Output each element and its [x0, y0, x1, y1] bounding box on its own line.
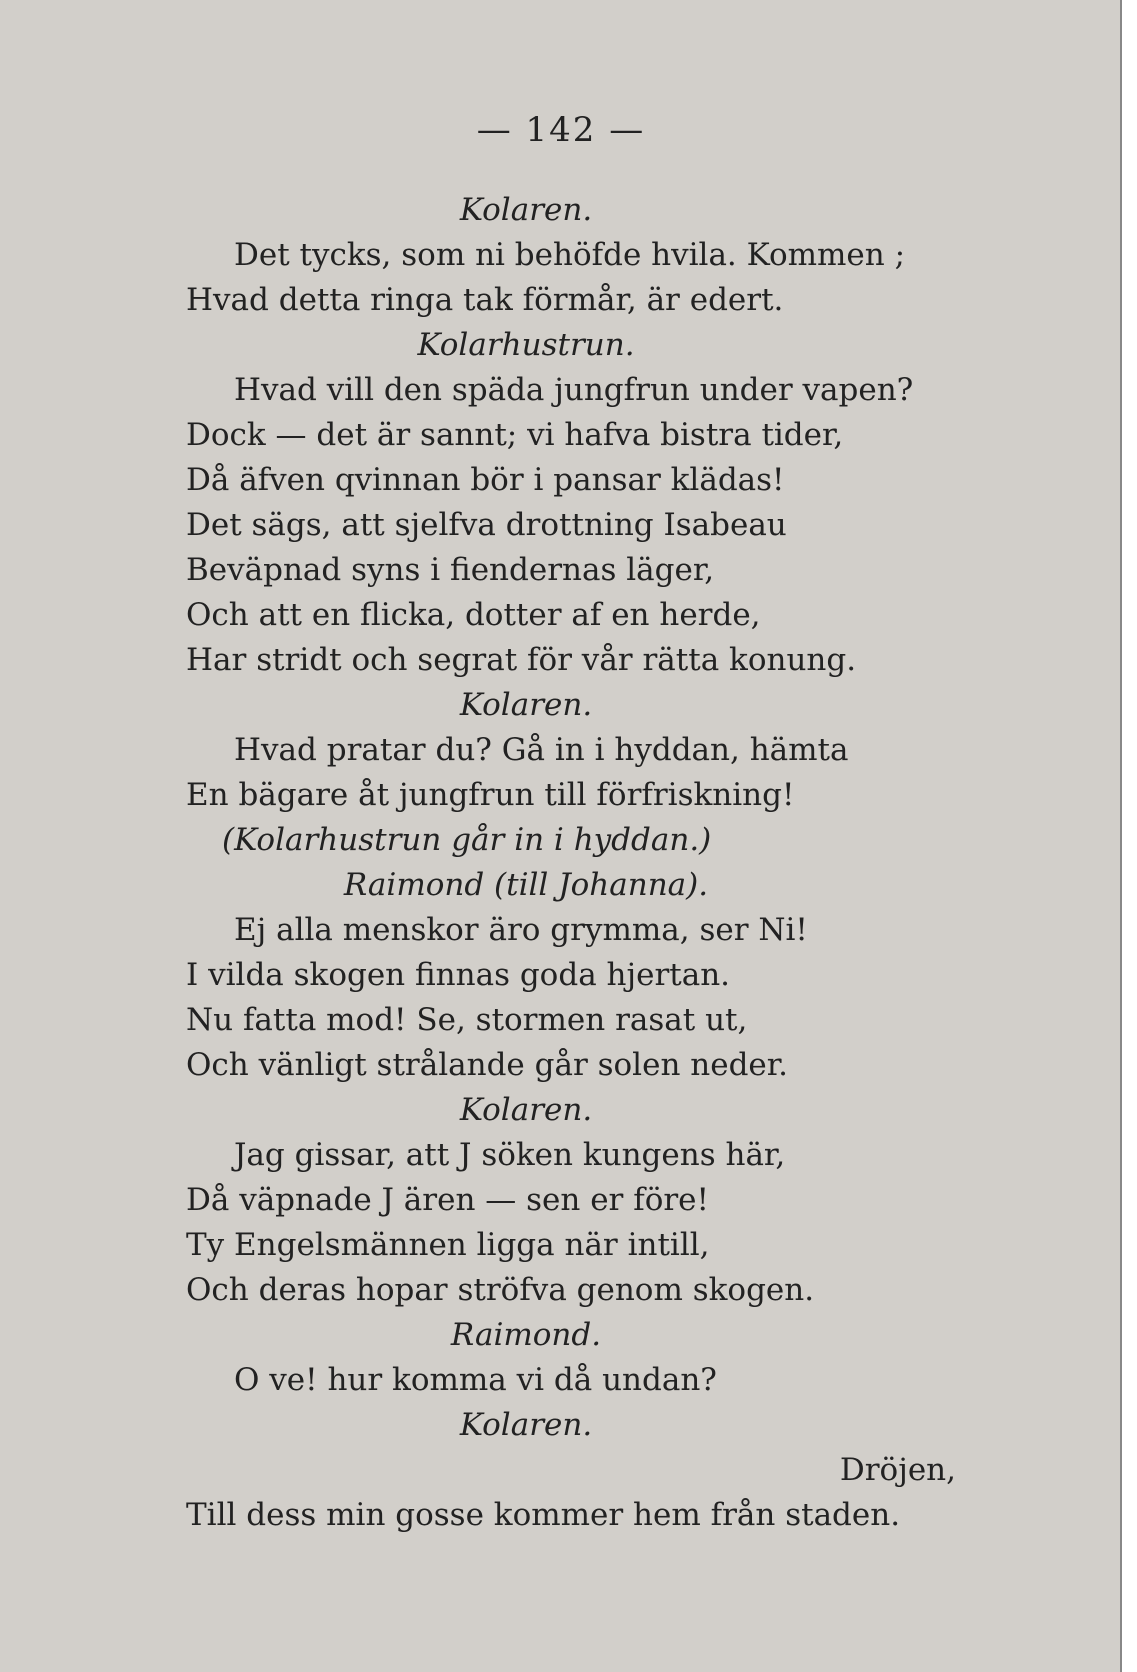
verse-line: Till dess min gosse kommer hem från staden. — [186, 1497, 901, 1533]
verse-line: Ej alla menskor äro grymma, ser Ni! — [234, 912, 808, 948]
verse-line: Då väpnade J ären — sen er före! — [186, 1182, 709, 1218]
play-text — [186, 188, 986, 1538]
verse-line: Dock — det är sannt; vi hafva bistra tider, — [186, 417, 844, 453]
verse-line: Ty Engelsmännen ligga när intill, — [186, 1227, 710, 1263]
speaker-line: Kolarhustrun. — [417, 327, 635, 363]
verse-line: Hvad pratar du? Gå in i hyddan, hämta — [234, 732, 849, 768]
verse-line: Nu fatta mod! Se, stormen rasat ut, — [186, 1002, 748, 1038]
verse-line: Hvad vill den späda jungfrun under vapen? — [234, 372, 914, 408]
speaker-line: Kolaren. — [459, 1407, 593, 1443]
verse-line: Jag gissar, att J söken kungens här, — [234, 1137, 786, 1173]
verse-line: Och att en flicka, dotter af en herde, — [186, 597, 761, 633]
page-number: — 142 — — [476, 110, 646, 150]
speaker-line: Kolaren. — [459, 192, 593, 228]
verse-line: O ve! hur komma vi då undan? — [234, 1362, 717, 1398]
verse-line: En bägare åt jungfrun till förfriskning! — [186, 777, 795, 813]
verse-line: Hvad detta ringa tak förmår, är edert. — [186, 282, 784, 318]
speaker-line: Kolaren. — [459, 1092, 593, 1128]
verse-line: Och deras hopar ströfva genom skogen. — [186, 1272, 815, 1308]
verse-line: Då äfven qvinnan bör i pansar klädas! — [186, 462, 785, 498]
verse-line: Beväpnad syns i fiendernas läger, — [186, 552, 715, 588]
verse-line: Och vänligt strålande går solen neder. — [186, 1047, 789, 1083]
speaker-line: Raimond (till Johanna). — [343, 867, 709, 903]
stage-direction: (Kolarhustrun går in i hyddan.) — [222, 822, 712, 858]
speaker-line: Kolaren. — [459, 687, 593, 723]
speaker-line: Raimond. — [450, 1317, 602, 1353]
page-edge — [1120, 0, 1137, 1672]
verse-line: Det tycks, som ni behöfde hvila. Kommen ; — [234, 237, 906, 273]
verse-line: I vilda skogen finnas goda hjertan. — [186, 957, 731, 993]
verse-line: Dröjen, — [839, 1452, 956, 1488]
verse-line: Har stridt och segrat för vår rätta konung. — [186, 642, 857, 678]
verse-line: Det sägs, att sjelfva drottning Isabeau — [186, 507, 787, 543]
